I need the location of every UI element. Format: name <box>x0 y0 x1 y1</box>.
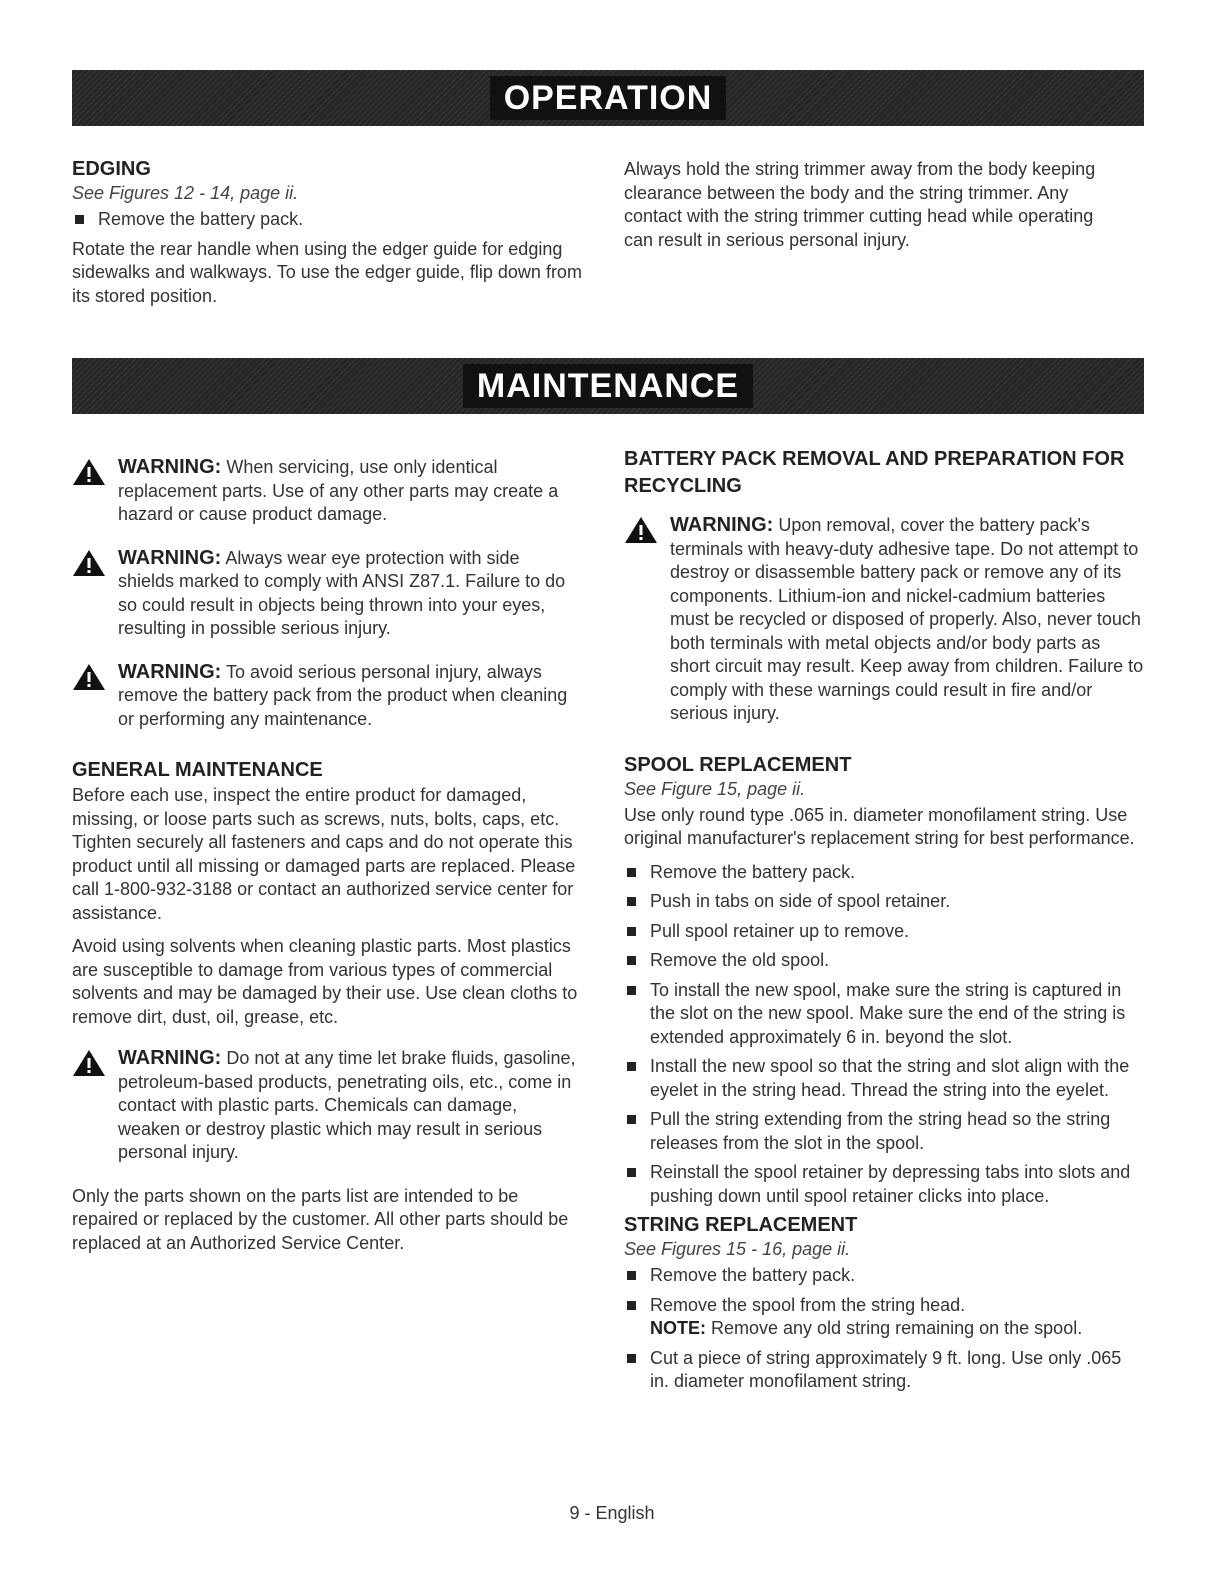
maintenance-title: MAINTENANCE <box>476 366 740 405</box>
bullet-icon <box>627 1062 636 1071</box>
string-figure-ref: See Figures 15 - 16, page ii. <box>624 1239 851 1259</box>
left-column <box>72 456 578 1265</box>
warning-label: WARNING: <box>118 546 222 569</box>
list-item: Reinstall the spool retainer by depressing tabs into slots and pushing down until spool retainer clicks into place. <box>624 1161 1144 1208</box>
warning-block: WARNING: Do not at any time let brake fluids, gasoline, petroleum-based products, penetrating oils, etc., come in contact with plastic parts. Chemicals can damage, weaken or destroy plastic which may result in serious personal injury. <box>72 1047 578 1165</box>
bullet-icon <box>627 868 636 877</box>
list-item: To install the new spool, make sure the string is captured in the slot on the new spool. Make sure the end of the string is extended approximately 6 in. beyond the slot. <box>624 979 1144 1050</box>
warning-block: WARNING: When servicing, use only identical replacement parts. Use of any other parts may create a hazard or cause product damage. <box>72 456 578 527</box>
warning-block: WARNING: To avoid serious personal injury, always remove the battery pack from the product when cleaning or performing any maintenance. <box>72 661 578 732</box>
edging-figure-ref: See Figures 12 - 14, page ii. <box>72 183 299 203</box>
warning-label: WARNING: <box>118 1047 222 1069</box>
bullet-icon <box>627 897 636 906</box>
warning-icon <box>72 458 106 486</box>
warning-label: WARNING: <box>118 660 222 683</box>
string-heading: STRING REPLACEMENT <box>624 1214 858 1236</box>
edging-right-paragraph: Always hold the string trimmer away from the body keeping clearance between the body and the string trimmer. Any contact with the string trimmer cutting head while operating can result in serious personal injury. <box>624 159 1096 250</box>
general-paragraph-1: Before each use, inspect the entire product for damaged, missing, or loose parts such as screws, nuts, bolts, caps, etc. Tighten securely all fasteners and caps and do not operate this product until all missing or damaged parts are replaced. Please call 1-800-932-3188 or contact an authorized service center for assistance. <box>72 785 576 923</box>
bullet-icon <box>627 1115 636 1124</box>
edging-right-column <box>624 158 1124 262</box>
list-item: Push in tabs on side of spool retainer. <box>624 890 1144 914</box>
warning-icon <box>72 1049 106 1077</box>
warning-icon <box>72 663 106 691</box>
list-item: Remove the battery pack. <box>624 861 1144 885</box>
edging-paragraph: Rotate the rear handle when using the edger guide for edging sidewalks and walkways. To use the edger guide, flip down from its stored position. <box>72 238 582 306</box>
warning-label: WARNING: <box>118 456 222 478</box>
string-steps <box>624 1264 1144 1394</box>
note: NOTE: Remove any old string remaining on the spool. <box>650 1318 1083 1338</box>
warning-icon <box>72 549 106 577</box>
edging-heading: EDGING <box>72 158 151 180</box>
page-footer: 9 - English <box>569 1503 655 1523</box>
list-item: Remove the battery pack. <box>72 208 582 232</box>
list-item: Remove the battery pack. <box>624 1264 1144 1288</box>
warning-block: WARNING: Upon removal, cover the battery pack's terminals with heavy-duty adhesive tape. Do not attempt to destroy or disassemble battery pack or remove any of its components. Lithium-ion and nickel-cadmium batteries must be recycled or disposed of properly. Also, never touch both terminals with metal objects and/or body parts as short circuit may result. Keep away from children. Failure to comply with these warnings could result in fire and/or serious injury. <box>624 514 1144 726</box>
general-paragraph-3: Only the parts shown on the parts list are intended to be repaired or replaced by the customer. All other parts should be replaced at an Authorized Service Center. <box>72 1185 569 1253</box>
list-item: Cut a piece of string approximately 9 ft. long. Use only .065 in. diameter monofilament string. <box>624 1347 1144 1394</box>
warning-block: WARNING: Always wear eye protection with side shields marked to comply with ANSI Z87.1. Failure to do so could result in objects being thrown into your eyes, resulting in possible serious injury. <box>72 547 578 641</box>
warning-icon <box>624 516 658 544</box>
bullet-icon <box>627 1354 636 1363</box>
spool-figure-ref: See Figure 15, page ii. <box>624 778 806 799</box>
bullet-icon <box>75 215 84 224</box>
list-item: Install the new spool so that the string and slot align with the eyelet in the string head. Thread the string into the eyelet. <box>624 1055 1144 1102</box>
spool-heading: SPOOL REPLACEMENT <box>624 753 852 776</box>
list-item: Remove the spool from the string head. NOTE: Remove any old string remaining on the spool. <box>624 1294 1144 1341</box>
maintenance-banner <box>72 358 1144 414</box>
list-item: Pull spool retainer up to remove. <box>624 920 1144 944</box>
spool-paragraph: Use only round type .065 in. diameter monofilament string. Use original manufacturer's replacement string for best performance. <box>624 804 1135 848</box>
battery-heading: BATTERY PACK REMOVAL AND PREPARATION FOR RECYCLING <box>624 448 1125 497</box>
bullet-icon <box>627 927 636 936</box>
edging-section <box>72 158 582 318</box>
list-item: Remove the old spool. <box>624 949 1144 973</box>
warning-label: WARNING: <box>670 514 774 536</box>
operation-banner <box>72 70 1144 126</box>
bullet-icon <box>627 1271 636 1280</box>
bullet-icon <box>627 1301 636 1310</box>
general-paragraph-2: Avoid using solvents when cleaning plastic parts. Most plastics are susceptible to damage from various types of commercial solvents and may be damaged by their use. Use clean cloths to remove dirt, dust, oil, grease, etc. <box>72 936 578 1027</box>
right-column <box>624 446 1144 1400</box>
bullet-icon <box>627 986 636 995</box>
spool-steps <box>624 861 1144 1209</box>
general-maintenance-heading: GENERAL MAINTENANCE <box>72 759 323 781</box>
operation-title: OPERATION <box>503 78 713 117</box>
bullet-icon <box>627 956 636 965</box>
list-item: Pull the string extending from the string head so the string releases from the slot in the spool. <box>624 1108 1144 1155</box>
bullet-icon <box>627 1168 636 1177</box>
